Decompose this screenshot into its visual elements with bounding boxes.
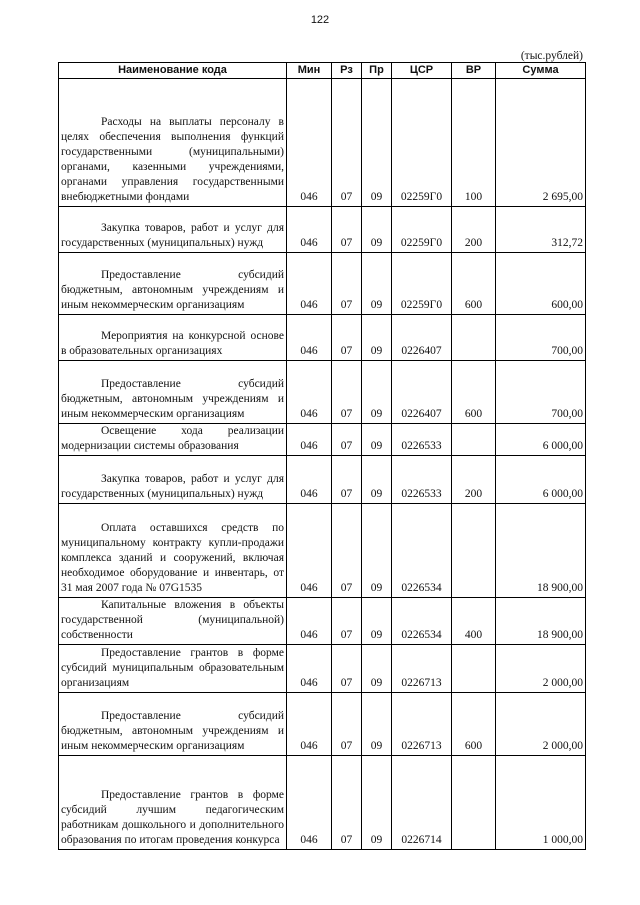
table-row <box>59 207 586 253</box>
row-name <box>59 756 287 850</box>
row-sum: 312,72 <box>496 207 586 253</box>
row-name-text: Мероприятия на конкурсной основе в образовательных организациях <box>61 330 284 357</box>
row-rz: 07 <box>332 315 362 361</box>
table-row <box>59 693 586 756</box>
row-rz: 07 <box>332 361 362 424</box>
table-row <box>59 79 586 207</box>
header-min: Мин <box>287 63 332 79</box>
row-pr: 09 <box>362 456 392 504</box>
row-min: 046 <box>287 456 332 504</box>
row-rz: 07 <box>332 79 362 207</box>
header-sum: Сумма <box>496 63 586 79</box>
row-pr: 09 <box>362 361 392 424</box>
row-min: 046 <box>287 645 332 693</box>
row-csr: 0226533 <box>392 456 452 504</box>
row-rz: 07 <box>332 598 362 645</box>
row-name <box>59 456 287 504</box>
row-csr: 02259Г0 <box>392 79 452 207</box>
row-name-text: Предоставление грантов в форме субсидий лучшим педагогическим работникам дошкольного и дополнительного образования по итогам проведения конкурса <box>61 789 284 846</box>
row-vr <box>452 424 496 456</box>
header-vr: ВР <box>452 63 496 79</box>
row-csr: 0226713 <box>392 645 452 693</box>
row-name-text: Предоставление субсидий бюджетным, автономным учреждениям и иным некоммерческим организациям <box>61 269 284 311</box>
header-name: Наименование кода <box>59 63 287 79</box>
row-csr: 0226534 <box>392 504 452 598</box>
row-sum: 700,00 <box>496 315 586 361</box>
row-name-text: Закупка товаров, работ и услуг для государственных (муниципальных) нужд <box>61 222 284 249</box>
row-min: 046 <box>287 315 332 361</box>
table-row <box>59 315 586 361</box>
row-pr: 09 <box>362 504 392 598</box>
row-csr: 02259Г0 <box>392 207 452 253</box>
row-name-text: Предоставление грантов в форме субсидий муниципальным образовательным организациям <box>61 647 284 689</box>
row-vr: 600 <box>452 693 496 756</box>
row-csr: 0226534 <box>392 598 452 645</box>
row-name <box>59 693 287 756</box>
row-rz: 07 <box>332 424 362 456</box>
table-row <box>59 598 586 645</box>
table-row <box>59 645 586 693</box>
row-min: 046 <box>287 79 332 207</box>
row-name <box>59 424 287 456</box>
row-min: 046 <box>287 361 332 424</box>
row-min: 046 <box>287 253 332 315</box>
row-rz: 07 <box>332 645 362 693</box>
header-row <box>59 63 586 79</box>
row-name-text: Освещение хода реализации модернизации системы образования <box>61 425 284 452</box>
row-pr: 09 <box>362 253 392 315</box>
row-name <box>59 315 287 361</box>
row-sum: 18 900,00 <box>496 504 586 598</box>
row-name <box>59 79 287 207</box>
row-csr: 0226407 <box>392 361 452 424</box>
row-name-text: Расходы на выплаты персоналу в целях обеспечения выполнения функций государственными (муниципальными) органами, казенными учреждениями, органами управления государственными внебюджетными фондами <box>61 116 284 203</box>
row-pr: 09 <box>362 598 392 645</box>
table-row <box>59 756 586 850</box>
row-sum: 700,00 <box>496 361 586 424</box>
row-rz: 07 <box>332 504 362 598</box>
row-rz: 07 <box>332 756 362 850</box>
row-vr: 100 <box>452 79 496 207</box>
row-sum: 2 695,00 <box>496 79 586 207</box>
row-sum: 2 000,00 <box>496 693 586 756</box>
row-csr: 0226533 <box>392 424 452 456</box>
row-min: 046 <box>287 207 332 253</box>
row-min: 046 <box>287 504 332 598</box>
table-row <box>59 424 586 456</box>
header-pr: Пр <box>362 63 392 79</box>
row-csr: 0226714 <box>392 756 452 850</box>
row-min: 046 <box>287 693 332 756</box>
row-vr: 200 <box>452 456 496 504</box>
row-name <box>59 645 287 693</box>
budget-table <box>58 62 586 850</box>
row-vr <box>452 756 496 850</box>
unit-note: (тыс.рублей) <box>520 50 583 62</box>
row-vr: 600 <box>452 253 496 315</box>
row-csr: 02259Г0 <box>392 253 452 315</box>
header-csr: ЦСР <box>392 63 452 79</box>
row-name <box>59 361 287 424</box>
row-min: 046 <box>287 424 332 456</box>
row-sum: 1 000,00 <box>496 756 586 850</box>
row-rz: 07 <box>332 253 362 315</box>
row-vr <box>452 645 496 693</box>
row-name <box>59 253 287 315</box>
row-rz: 07 <box>332 207 362 253</box>
row-sum: 18 900,00 <box>496 598 586 645</box>
row-name-text: Предоставление субсидий бюджетным, автономным учреждениям и иным некоммерческим организациям <box>61 710 284 752</box>
row-name-text: Оплата оставшихся средств по муниципальному контракту купли-продажи комплекса зданий и сооружений, включая необходимое оборудование и инвентарь, от 31 мая 2007 года № 07G1535 <box>61 522 284 594</box>
row-pr: 09 <box>362 315 392 361</box>
row-pr: 09 <box>362 207 392 253</box>
page-number: 122 <box>310 14 330 26</box>
row-pr: 09 <box>362 424 392 456</box>
row-csr: 0226713 <box>392 693 452 756</box>
row-name-text: Закупка товаров, работ и услуг для государственных (муниципальных) нужд <box>61 473 284 500</box>
row-name-text: Предоставление субсидий бюджетным, автономным учреждениям и иным некоммерческим организациям <box>61 378 284 420</box>
row-pr: 09 <box>362 756 392 850</box>
row-name-text: Капитальные вложения в объекты государственной (муниципальной) собственности <box>61 599 284 641</box>
row-vr: 200 <box>452 207 496 253</box>
table-row <box>59 504 586 598</box>
row-rz: 07 <box>332 456 362 504</box>
row-sum: 6 000,00 <box>496 456 586 504</box>
header-rz: Рз <box>332 63 362 79</box>
row-min: 046 <box>287 598 332 645</box>
row-sum: 2 000,00 <box>496 645 586 693</box>
row-name <box>59 598 287 645</box>
row-pr: 09 <box>362 693 392 756</box>
row-min: 046 <box>287 756 332 850</box>
row-csr: 0226407 <box>392 315 452 361</box>
table-row <box>59 253 586 315</box>
row-vr: 400 <box>452 598 496 645</box>
row-name <box>59 504 287 598</box>
row-rz: 07 <box>332 693 362 756</box>
row-vr <box>452 315 496 361</box>
row-vr <box>452 504 496 598</box>
row-sum: 6 000,00 <box>496 424 586 456</box>
row-pr: 09 <box>362 79 392 207</box>
row-vr: 600 <box>452 361 496 424</box>
table-row <box>59 361 586 424</box>
table-row <box>59 456 586 504</box>
row-sum: 600,00 <box>496 253 586 315</box>
row-pr: 09 <box>362 645 392 693</box>
row-name <box>59 207 287 253</box>
